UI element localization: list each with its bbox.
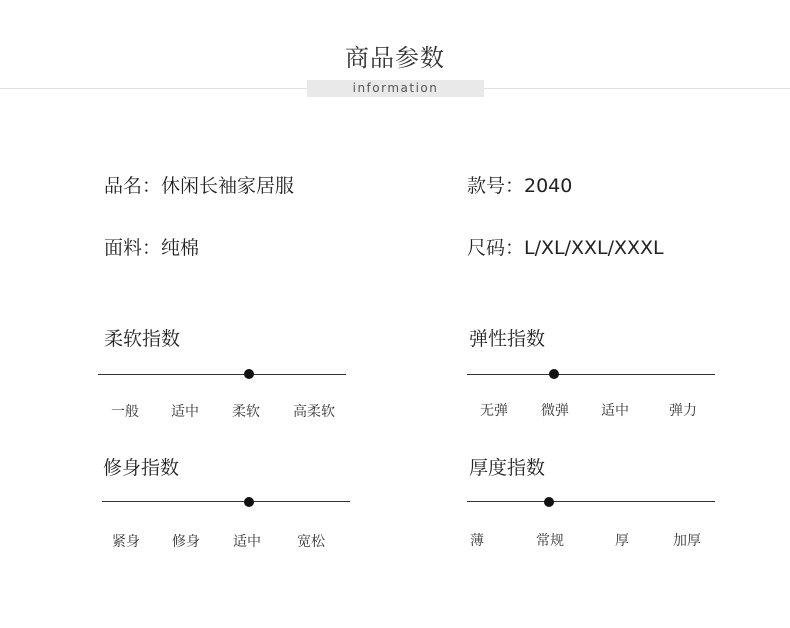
elasticity-label: 弹力	[669, 403, 697, 419]
thickness-label: 厚	[615, 533, 629, 549]
elasticity-marker	[549, 369, 559, 379]
softness-track	[98, 374, 346, 375]
thickness-title: 厚度指数	[469, 457, 546, 479]
softness-label: 高柔软	[293, 404, 335, 420]
param-name: 品名：休闲长袖家居服	[104, 175, 295, 197]
softness-marker	[244, 369, 254, 379]
thickness-label: 薄	[470, 533, 484, 549]
fit-marker	[244, 497, 254, 507]
elasticity-track	[467, 374, 715, 375]
thickness-label: 加厚	[673, 533, 701, 549]
header-subtitle-tag: information	[307, 80, 484, 97]
thickness-label: 常规	[536, 533, 564, 549]
fit-track	[102, 501, 350, 502]
softness-label: 适中	[171, 404, 199, 420]
thickness-track	[467, 501, 715, 502]
softness-label: 一般	[111, 404, 139, 420]
elasticity-label: 无弹	[480, 403, 508, 419]
thickness-marker	[544, 497, 554, 507]
header-title: 商品参数	[345, 44, 445, 72]
softness-title: 柔软指数	[104, 328, 181, 350]
elasticity-label: 适中	[601, 403, 629, 419]
param-fabric: 面料：纯棉	[104, 237, 200, 259]
param-size: 尺码：L/XL/XXL/XXXL	[467, 237, 664, 259]
fit-title: 修身指数	[103, 457, 180, 479]
fit-label: 适中	[233, 534, 261, 550]
fit-label: 修身	[172, 534, 200, 550]
softness-label: 柔软	[232, 404, 260, 420]
fit-label: 紧身	[112, 534, 140, 550]
fit-label: 宽松	[297, 534, 325, 550]
elasticity-title: 弹性指数	[469, 328, 546, 350]
param-model: 款号：2040	[467, 175, 573, 197]
elasticity-label: 微弹	[541, 403, 569, 419]
